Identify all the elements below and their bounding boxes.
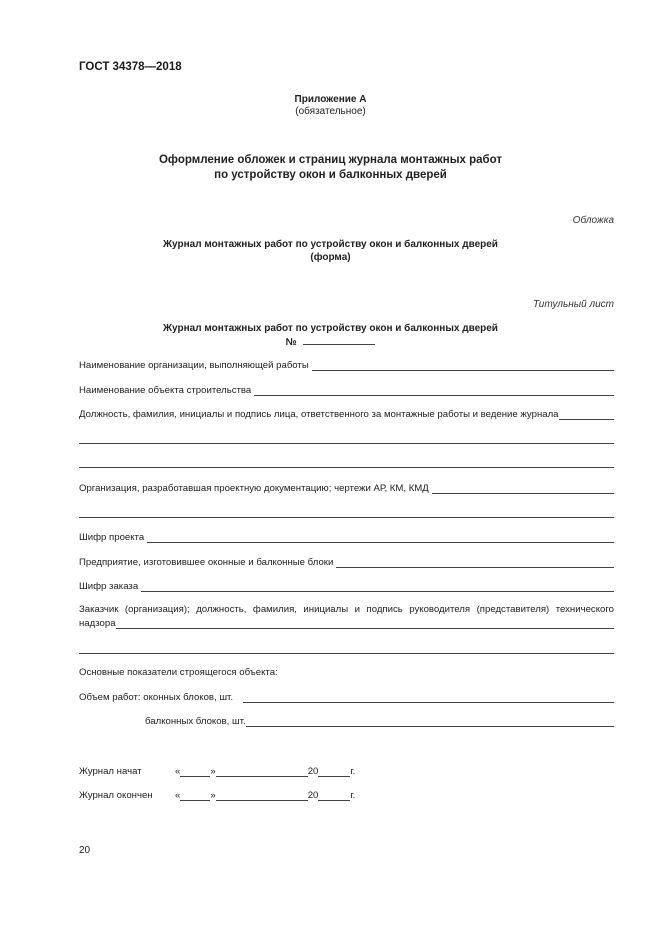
title-page-label: Титульный лист	[533, 299, 614, 310]
number-label: №	[285, 337, 297, 348]
main-indicators	[79, 665, 614, 678]
section-title-line1: Оформление обложек и страниц журнала монтажных работ	[158, 154, 503, 166]
manufacturer-label: Предприятие, изготовившее оконные и балконные блоки	[79, 557, 334, 568]
org-name-line[interactable]	[312, 360, 614, 371]
order-code-label: Шифр заказа	[79, 581, 139, 592]
object-name-line[interactable]	[254, 385, 614, 396]
responsible-line[interactable]	[559, 409, 614, 420]
volume-balcony-line[interactable]	[246, 716, 614, 727]
design-org-line-2[interactable]	[79, 516, 614, 518]
order-code-line[interactable]	[141, 581, 614, 592]
title-page-title: Журнал монтажных работ по устройству окон и балконных дверей	[163, 323, 498, 334]
org-name-label: Наименование организации, выполняющей работы	[79, 360, 309, 371]
responsible-field[interactable]	[79, 407, 614, 420]
journal-started-label: Журнал начат	[79, 766, 142, 777]
customer-field[interactable]	[79, 616, 614, 629]
volume-windows-field[interactable]	[79, 690, 614, 703]
object-name-field[interactable]	[79, 383, 614, 396]
finished-month-field[interactable]	[216, 790, 308, 801]
manufacturer-field[interactable]	[79, 555, 614, 568]
finished-day-field[interactable]	[180, 790, 210, 801]
design-org-line[interactable]	[432, 483, 614, 494]
section-title-line2: по устройству окон и балконных дверей	[214, 169, 447, 181]
century: 20	[307, 790, 319, 801]
started-year-field[interactable]	[318, 766, 350, 777]
main-indicators-label: Основные показатели строящегося объекта:	[79, 667, 278, 678]
open-quote: «	[175, 766, 181, 777]
page-number: 20	[79, 845, 91, 856]
object-name-label: Наименование объекта строительства	[79, 385, 252, 396]
project-code-label: Шифр проекта	[79, 532, 145, 543]
customer-label-line1: Заказчик (организация); должность, фамилия, инициалы и подпись руководителя (представителя) технического	[79, 604, 614, 615]
volume-windows-label: Объем работ: оконных блоков, шт.	[79, 692, 234, 703]
open-quote: «	[175, 790, 181, 801]
cover-label: Обложка	[572, 215, 614, 226]
cover-subtitle: (форма)	[310, 252, 351, 263]
responsible-line-3[interactable]	[79, 466, 614, 468]
journal-number	[0, 334, 661, 349]
org-name-field[interactable]	[79, 358, 614, 371]
design-org-label: Организация, разработавшая проектную документацию; чертежи АР, КМ, КМД	[79, 483, 429, 494]
finished-year-field[interactable]	[318, 790, 350, 801]
manufacturer-line[interactable]	[336, 557, 614, 568]
project-code-field[interactable]	[79, 530, 614, 543]
started-day-field[interactable]	[180, 766, 210, 777]
appendix-status: (обязательное)	[295, 106, 366, 117]
responsible-label: Должность, фамилия, инициалы и подпись лица, ответственного за монтажные работы и ведение журнала	[79, 409, 559, 420]
cover-title: Журнал монтажных работ по устройству окон и балконных дверей	[163, 239, 498, 250]
journal-finished-label: Журнал окончен	[79, 790, 153, 801]
appendix-title: Приложение А	[294, 94, 367, 105]
customer-line-2[interactable]	[79, 652, 614, 654]
volume-windows-line[interactable]	[243, 692, 614, 703]
customer-line[interactable]	[116, 618, 614, 629]
volume-balcony-label: балконных блоков, шт.	[145, 716, 246, 727]
standard-code: ГОСТ 34378—2018	[79, 61, 182, 73]
project-code-line[interactable]	[147, 532, 614, 543]
close-quote: »	[210, 766, 216, 777]
journal-started-row	[79, 764, 355, 777]
journal-finished-row	[79, 788, 355, 801]
design-org-field[interactable]	[79, 481, 614, 494]
customer-label-line2: надзора	[79, 618, 116, 629]
number-field[interactable]	[303, 334, 375, 345]
started-month-field[interactable]	[216, 766, 308, 777]
responsible-line-2[interactable]	[79, 442, 614, 444]
year-suffix: г.	[350, 790, 356, 801]
volume-balcony-field[interactable]	[145, 714, 614, 727]
year-suffix: г.	[350, 766, 356, 777]
order-code-field[interactable]	[79, 579, 614, 592]
close-quote: »	[210, 790, 216, 801]
century: 20	[307, 766, 319, 777]
